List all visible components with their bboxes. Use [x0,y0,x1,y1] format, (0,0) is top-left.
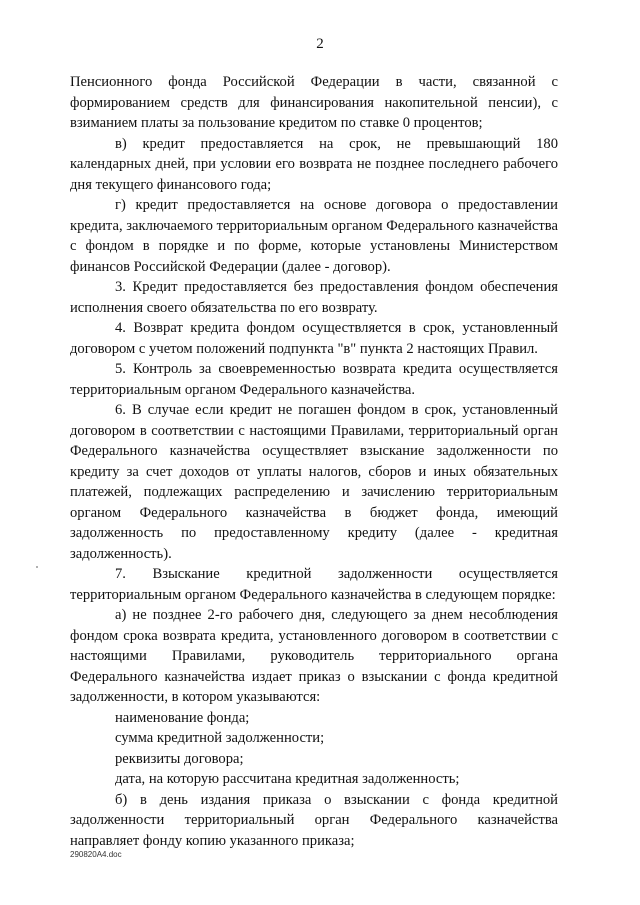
paragraph-item-6: 6. В случае если кредит не погашен фондом в срок, установленный договором в соответствии с настоящими Правилами, территориальный орган Федерального казначейства осуществляет взыскание задолженности по кредиту за счет доходов от уплаты налогов, сборов и иных обязательных платежей, подлежащих распределению и зачислению территориальным органом Федерального казначейства в бюджет фонда, имеющий задолженность по предоставленному кредиту (далее - кредитная задолженность). [70,402,558,562]
list-item: реквизиты договора; [115,750,244,767]
page-number: 2 [316,36,324,52]
document-filename: 290820А4.doc [70,850,122,859]
paragraph-item-3: 3. Кредит предоставляется без предоставления фондом обеспечения исполнения своего обязательства по его возврату. [70,279,558,316]
list-item: наименование фонда; [115,709,250,726]
list-item: дата, на которую рассчитана кредитная задолженность; [115,771,460,787]
paragraph-item-7: 7. Взыскание кредитной задолженности осуществляется территориальным органом Федерального казначейства в следующем порядке: [70,566,558,603]
list-item: сумма кредитной задолженности; [115,730,325,746]
paragraph-subitem-a: а) не позднее 2-го рабочего дня, следующего за днем несоблюдения фондом срока возврата кредита, установленного договором в соответствии с настоящими Правилами, руководитель территориального органа Федерального казначейства издает приказ о взыскании с фонда кредитной задолженности, в котором указываются: [70,607,558,705]
paragraph-continuation: Пенсионного фонда Российской Федерации в части, связанной с формированием средств для финансирования накопительной пенсии), с взиманием платы за пользование кредитом по ставке 0 процентов; [70,74,558,131]
paragraph-subitem-g: г) кредит предоставляется на основе договора о предоставлении кредита, заключаемого территориальным органом Федерального казначейства с фондом в порядке и по форме, которые установлены Министерством финансов Российской Федерации (далее - договор). [70,197,558,275]
paragraph-subitem-b: б) в день издания приказа о взыскании с фонда кредитной задолженности территориальный орган Федерального казначейства направляет фонду копию указанного приказа; [70,791,558,849]
document-body [70,72,558,851]
paragraph-item-5: 5. Контроль за своевременностью возврата кредита осуществляется территориальным органом Федерального казначейства. [70,361,558,398]
paragraph-item-4: 4. Возврат кредита фондом осуществляется в срок, установленный договором с учетом положений подпункта "в" пункта 2 настоящих Правил. [70,320,558,357]
paragraph-subitem-v: в) кредит предоставляется на срок, не превышающий 180 календарных дней, при условии его возврата не позднее последнего рабочего дня текущего финансового года; [70,135,558,193]
scan-speck [36,566,38,568]
